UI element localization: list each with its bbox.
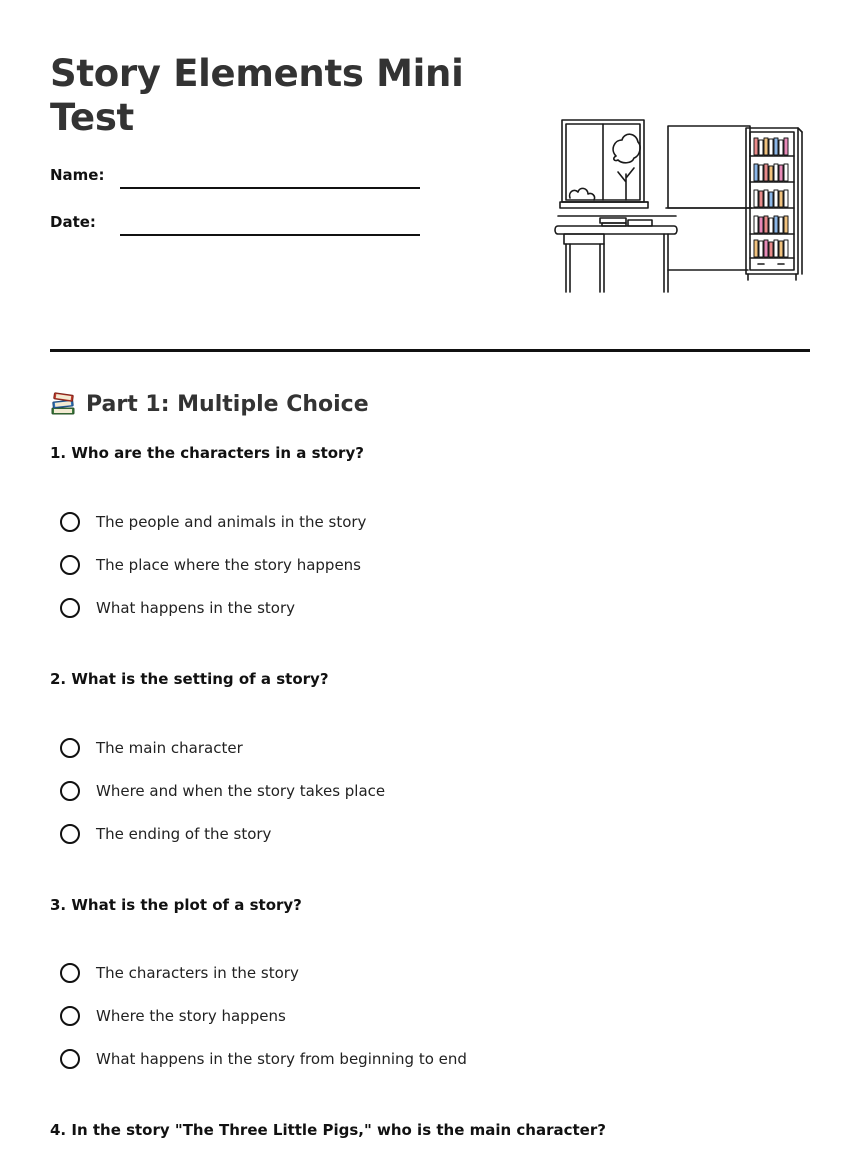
option-label: The characters in the story	[96, 964, 299, 982]
classroom-illustration	[552, 112, 808, 298]
question-1: 1. Who are the characters in a story?	[50, 444, 364, 462]
section-heading-text: Part 1: Multiple Choice	[86, 391, 369, 417]
radio-button[interactable]	[60, 781, 80, 801]
date-label: Date:	[50, 213, 96, 231]
section-divider	[50, 349, 810, 352]
section-heading-part1	[50, 388, 369, 420]
option-label: The place where the story happens	[96, 556, 361, 574]
radio-button[interactable]	[60, 555, 80, 575]
option-label: Where and when the story takes place	[96, 782, 386, 800]
question-3-option-a[interactable]	[60, 960, 299, 986]
question-1-option-c[interactable]	[60, 595, 295, 621]
radio-button[interactable]	[60, 1006, 80, 1026]
question-2-option-a[interactable]	[60, 735, 243, 761]
option-label: What happens in the story	[96, 599, 295, 617]
question-2: 2. What is the setting of a story?	[50, 670, 329, 688]
option-label: What happens in the story from beginning to end	[96, 1050, 467, 1068]
question-2-option-c[interactable]	[60, 821, 271, 847]
radio-button[interactable]	[60, 512, 80, 532]
radio-button[interactable]	[60, 738, 80, 758]
question-2-option-b[interactable]	[60, 778, 385, 804]
radio-button[interactable]	[60, 598, 80, 618]
option-label: The people and animals in the story	[96, 513, 367, 531]
radio-button[interactable]	[60, 824, 80, 844]
option-label: Where the story happens	[96, 1007, 286, 1025]
question-3-option-b[interactable]	[60, 1003, 286, 1029]
name-field[interactable]	[120, 187, 420, 189]
question-1-option-a[interactable]	[60, 509, 366, 535]
question-4: 4. In the story "The Three Little Pigs," who is the main character?	[50, 1121, 606, 1139]
radio-button[interactable]	[60, 1049, 80, 1069]
question-3: 3. What is the plot of a story?	[50, 896, 302, 914]
option-label: The ending of the story	[96, 825, 272, 843]
books-icon	[50, 391, 76, 417]
option-label: The main character	[96, 739, 243, 757]
question-1-option-b[interactable]	[60, 552, 361, 578]
radio-button[interactable]	[60, 963, 80, 983]
question-3-option-c[interactable]	[60, 1046, 467, 1072]
page-title: Story Elements Mini Test	[50, 52, 464, 139]
date-field[interactable]	[120, 234, 420, 236]
name-label: Name:	[50, 166, 105, 184]
